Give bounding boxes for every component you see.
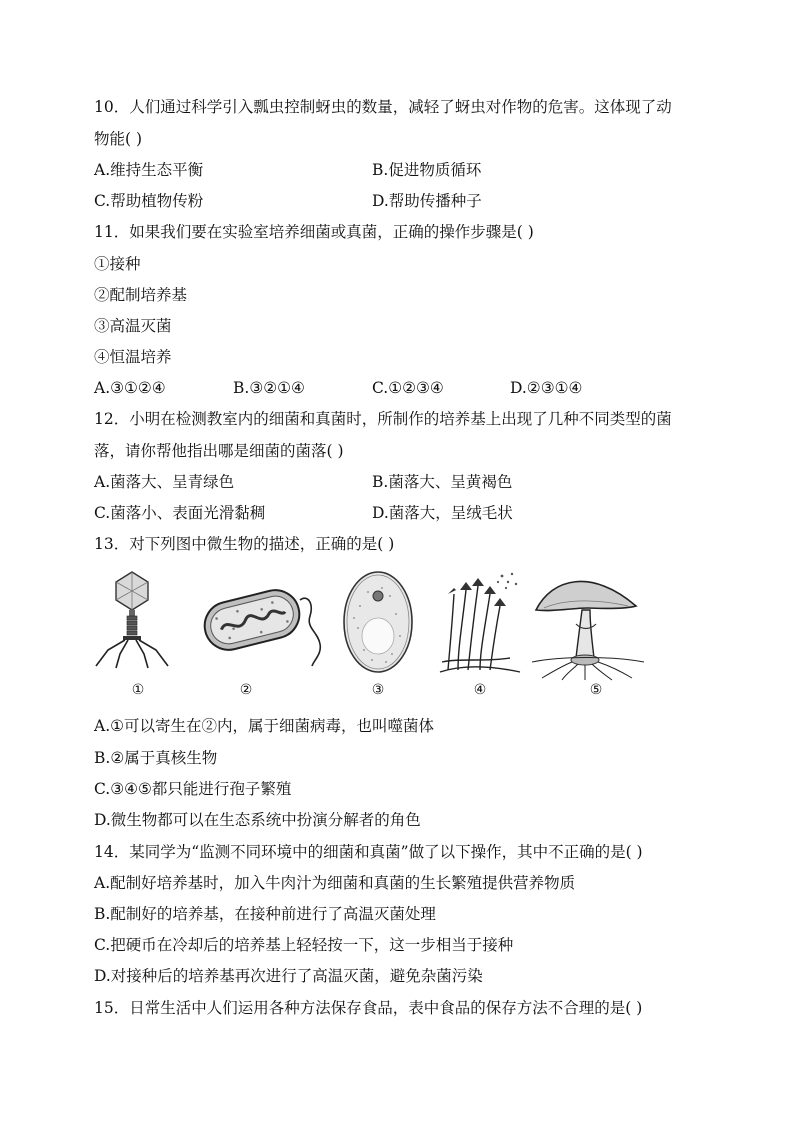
figure-label-2: ② bbox=[239, 682, 253, 698]
q10-stem-line2: 物能( ) bbox=[94, 130, 143, 148]
q12-option-a: A.菌落大、呈青绿色 bbox=[94, 473, 235, 491]
q12-option-c: C.菌落小、表面光滑黏稠 bbox=[94, 504, 266, 522]
q13-option-b: B.②属于真核生物 bbox=[94, 749, 218, 767]
bacteriophage-illustration bbox=[92, 566, 172, 674]
q11-option-c: C.①②③④ bbox=[372, 379, 444, 397]
q11-option-d: D.②③①④ bbox=[510, 379, 583, 397]
mold-illustration bbox=[436, 566, 524, 678]
q12-stem-line2: 落，请你帮他指出哪是细菌的菌落( ) bbox=[94, 442, 344, 460]
bacterium-illustration bbox=[196, 566, 328, 674]
q11-option-b: B.③②①④ bbox=[233, 379, 305, 397]
q13-microorganism-figure bbox=[92, 566, 652, 706]
q14-option-c: C.把硬币在冷却后的培养基上轻轻按一下，这一步相当于接种 bbox=[94, 936, 514, 954]
mushroom-illustration bbox=[532, 566, 644, 682]
q11-step-2: ②配制培养基 bbox=[94, 286, 188, 304]
q12-option-d: D.菌落大，呈绒毛状 bbox=[372, 504, 513, 522]
figure-label-4: ④ bbox=[473, 682, 487, 698]
q13-option-a: A.①可以寄生在②内，属于细菌病毒，也叫噬菌体 bbox=[94, 717, 435, 735]
q11-step-3: ③高温灭菌 bbox=[94, 317, 172, 335]
q11-step-4: ④恒温培养 bbox=[94, 348, 172, 366]
figure-label-3: ③ bbox=[371, 682, 385, 698]
q14-stem: 14．某同学为“监测不同环境中的细菌和真菌”做了以下操作，其中不正确的是( ) bbox=[94, 843, 643, 861]
q11-option-a: A.③①②④ bbox=[94, 379, 166, 397]
q10-option-a: A.维持生态平衡 bbox=[94, 161, 204, 179]
q10-option-d: D.帮助传播种子 bbox=[372, 192, 482, 210]
q13-stem: 13．对下列图中微生物的描述，正确的是( ) bbox=[94, 535, 395, 553]
figure-label-5: ⑤ bbox=[589, 682, 603, 698]
q10-stem-line1: 10．人们通过科学引入瓢虫控制蚜虫的数量，减轻了蚜虫对作物的危害。这体现了动 bbox=[94, 98, 672, 116]
q11-stem: 11．如果我们要在实验室培养细菌或真菌，正确的操作步骤是( ) bbox=[94, 223, 534, 241]
q11-step-1: ①接种 bbox=[94, 255, 141, 273]
q12-stem-line1: 12．小明在检测教室内的细菌和真菌时，所制作的培养基上出现了几种不同类型的菌 bbox=[94, 410, 672, 428]
q14-option-b: B.配制好的培养基，在接种前进行了高温灭菌处理 bbox=[94, 905, 436, 923]
q10-option-b: B.促进物质循环 bbox=[372, 161, 482, 179]
q13-option-c: C.③④⑤都只能进行孢子繁殖 bbox=[94, 780, 292, 798]
figure-label-1: ① bbox=[131, 682, 145, 698]
q13-option-d: D.微生物都可以在生态系统中扮演分解者的角色 bbox=[94, 811, 421, 829]
q15-stem: 15．日常生活中人们运用各种方法保存食品，表中食品的保存方法不合理的是( ) bbox=[94, 999, 643, 1017]
q14-option-d: D.对接种后的培养基再次进行了高温灭菌，避免杂菌污染 bbox=[94, 967, 483, 985]
yeast-illustration bbox=[340, 566, 416, 678]
q14-option-a: A.配制好培养基时，加入牛肉汁为细菌和真菌的生长繁殖提供营养物质 bbox=[94, 874, 576, 892]
q12-option-b: B.菌落大、呈黄褐色 bbox=[372, 473, 513, 491]
q10-option-c: C.帮助植物传粉 bbox=[94, 192, 204, 210]
